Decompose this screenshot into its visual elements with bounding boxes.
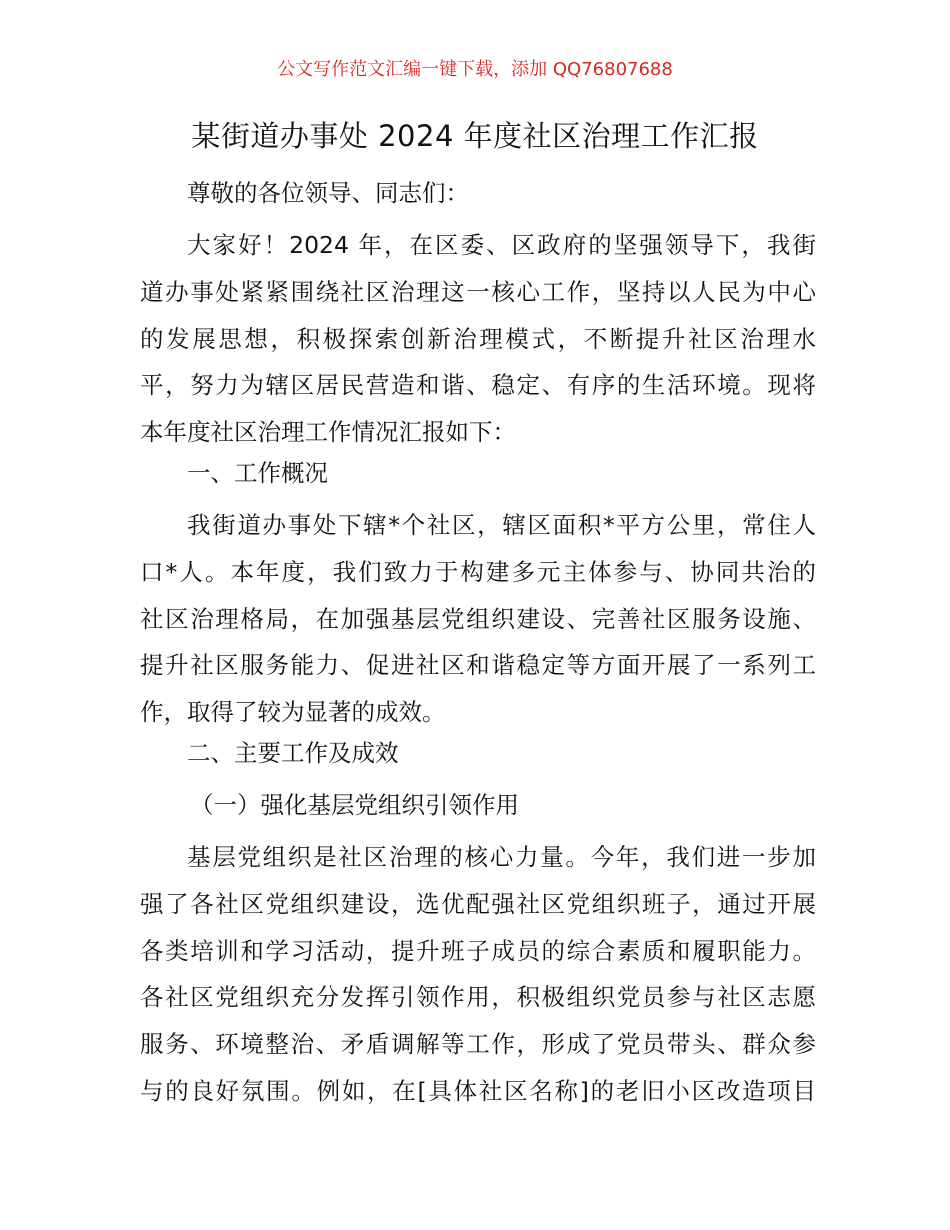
party-paragraph — [140, 834, 816, 1115]
overview-paragraph — [140, 502, 816, 736]
subsection-heading-party: （一）强化基层党组织引领作用 — [190, 791, 519, 819]
paragraph-line: 大家好！2024 年，在区委、区政府的坚强领导下，我街 — [187, 231, 816, 259]
paragraph-line: 的发展思想，积极探索创新治理模式，不断提升社区治理水 — [140, 324, 816, 353]
salutation: 尊敬的各位领导、同志们： — [187, 179, 469, 207]
paragraph-line: 基层党组织是社区治理的核心力量。今年，我们进一步加 — [187, 843, 816, 871]
paragraph-line: 作，取得了较为显著的成效。 — [140, 698, 446, 727]
paragraph-line: 各类培训和学习活动，提升班子成员的综合素质和履职能力。 — [140, 936, 816, 965]
paragraph-line: 口*人。本年度，我们致力于构建多元主体参与、协同共治的 — [140, 557, 816, 586]
paragraph-line: 本年度社区治理工作情况汇报如下： — [140, 418, 516, 447]
paragraph-line: 与的良好氛围。例如，在[具体社区名称]的老旧小区改造项目 — [140, 1076, 816, 1105]
paragraph-line: 各社区党组织充分发挥引领作用，积极组织党员参与社区志愿 — [140, 983, 816, 1012]
paragraph-line: 我街道办事处下辖*个社区，辖区面积*平方公里，常住人 — [187, 511, 816, 539]
paragraph-line: 道办事处紧紧围绕社区治理这一核心工作，坚持以人民为中心 — [140, 277, 816, 306]
section-heading-main-work: 二、主要工作及成效 — [187, 739, 399, 767]
paragraph-line: 强了各社区党组织建设，选优配强社区党组织班子，通过开展 — [140, 889, 816, 918]
intro-paragraph — [140, 222, 816, 456]
paragraph-line: 服务、环境整治、矛盾调解等工作，形成了党员带头、群众参 — [140, 1030, 816, 1059]
download-ad-note: 公文写作范文汇编一键下载，添加 QQ76807688 — [277, 59, 673, 80]
paragraph-line: 社区治理格局，在加强基层党组织建设、完善社区服务设施、 — [140, 604, 816, 633]
paragraph-line: 提升社区服务能力、促进社区和谐稳定等方面开展了一系列工 — [140, 651, 816, 680]
section-heading-overview: 一、工作概况 — [187, 459, 328, 487]
document-title: 某街道办事处 2024 年度社区治理工作汇报 — [191, 119, 759, 153]
paragraph-line: 平，努力为辖区居民营造和谐、稳定、有序的生活环境。现将 — [140, 371, 816, 400]
